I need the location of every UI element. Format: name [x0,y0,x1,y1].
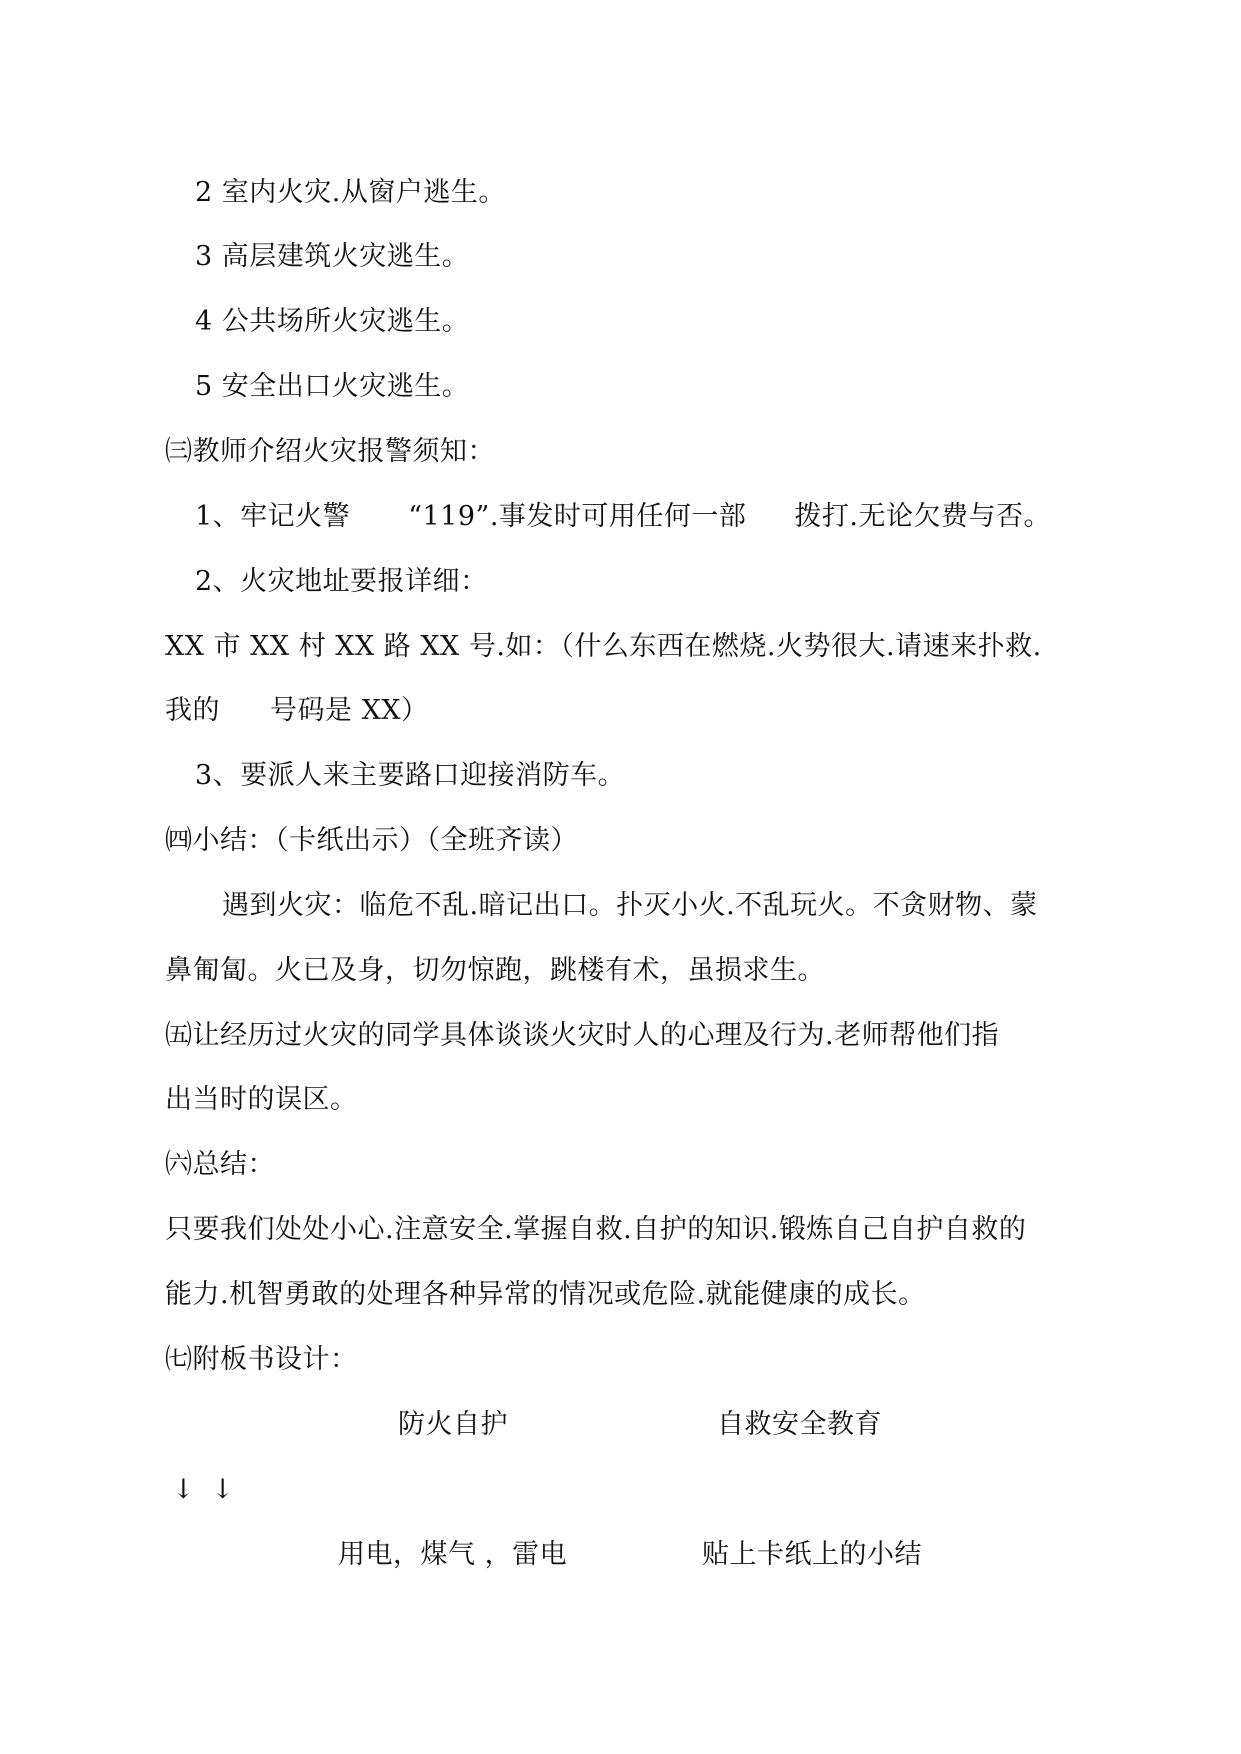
phone-number-line [165,694,429,728]
fire-call-item-3: 3、要派人来主要路口迎接消防车。 [195,760,626,791]
board-right-item: 贴上卡纸上的小结 [702,1539,922,1570]
summary-line-1: 遇到火灾：临危不乱.暗记出口。扑灭小火.不乱玩火。不贪财物、蒙 [222,890,1038,921]
conclusion-line-1: 只要我们处处小心.注意安全.掌握自救.自护的知识.锻炼自己自护自救的 [165,1214,1027,1245]
escape-item-3: 3 高层建筑火灾逃生。 [195,241,470,272]
section-5-line-2: 出当时的误区。 [165,1084,358,1115]
escape-item-4: 4 公共场所火灾逃生。 [195,306,470,337]
board-left-item: 用电，煤气 ，雷电 [338,1539,568,1570]
board-arrows: ↓ ↓ [172,1474,238,1505]
phone-part-1: 我的 [165,695,220,726]
fire-call-part-1: 1、牢记火警 [195,501,351,532]
section-3-heading: ㈢教师介绍火灾报警须知： [165,436,495,467]
board-right-title: 自救安全教育 [717,1409,882,1440]
address-example-line: XX 市 XX 村 XX 路 XX 号.如：（什么东西在燃烧.火势很大.请速来扑救. [165,631,1042,662]
board-left-title: 防火自护 [398,1409,508,1440]
fire-call-item-1 [195,500,1051,534]
section-4-heading: ㈣小结：（卡纸出示）（全班齐读） [165,825,578,856]
fire-call-part-2: “119”.事发时可用任何一部 [408,501,747,532]
section-7-heading: ㈦附板书设计： [165,1344,358,1375]
phone-part-2: 号码是 XX） [270,695,429,726]
escape-item-5: 5 安全出口火灾逃生。 [195,371,470,402]
conclusion-line-2: 能力.机智勇敢的处理各种异常的情况或危险.就能健康的成长。 [165,1279,926,1310]
summary-line-2: 鼻匍匐。火已及身，切勿惊跑，跳楼有术，虽损求生。 [165,955,825,986]
fire-call-part-3: 拨打.无论欠费与否。 [794,501,1052,532]
escape-item-2: 2 室内火灾.从窗户逃生。 [195,177,506,208]
section-6-heading: ㈥总结： [165,1149,275,1180]
section-5-line-1: ㈤让经历过火灾的同学具体谈谈火灾时人的心理及行为.老师帮他们指 [165,1020,1000,1051]
fire-call-item-2: 2、火灾地址要报详细： [195,566,488,597]
